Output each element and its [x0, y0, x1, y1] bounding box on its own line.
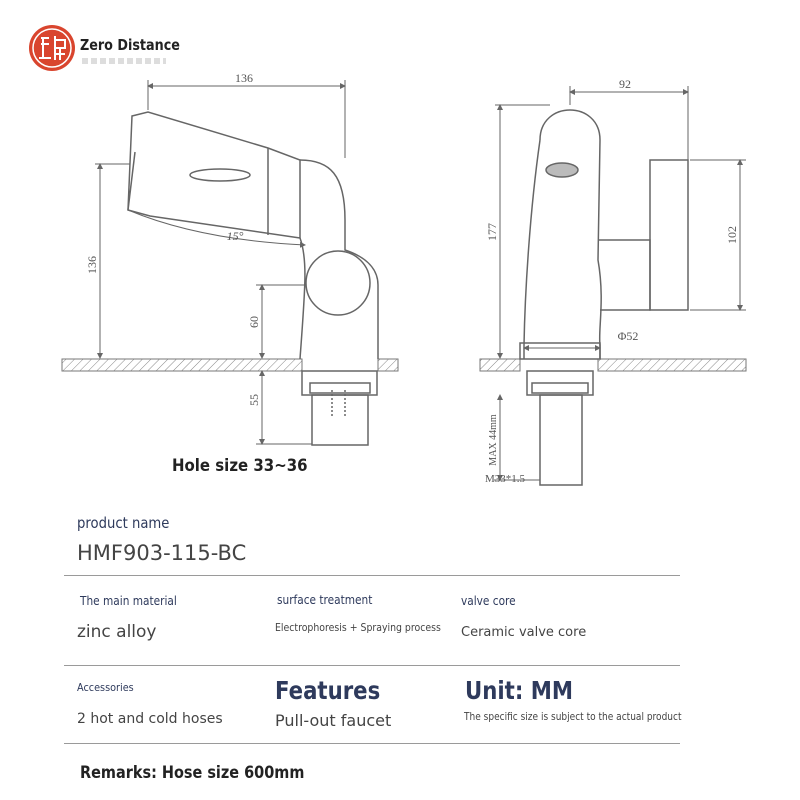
dim-handle-height: 102 [725, 226, 739, 244]
divider-3 [64, 743, 680, 744]
counter-deck-left [62, 359, 302, 371]
material-value: zinc alloy [77, 622, 157, 642]
dim-base-height: 60 [247, 316, 261, 328]
product-name-label: product name [77, 514, 170, 532]
dim-height-left: 136 [85, 256, 99, 274]
dim-thread: M33*1.5 [484, 473, 526, 485]
dim-under-height: 55 [247, 394, 261, 406]
unit-label: Unit: MM [465, 676, 574, 705]
material-label: The main material [80, 594, 177, 608]
front-view [520, 110, 688, 485]
dim-max-length: MAX 44mm [488, 414, 499, 466]
dim-diameter: Φ52 [617, 329, 639, 343]
dim-angle: 15° [226, 229, 244, 243]
unit-note: The specific size is subject to the actual product [464, 710, 682, 723]
counter-deck-left-2 [378, 359, 398, 371]
valve-value: Ceramic valve core [461, 625, 587, 640]
surface-label: surface treatment [277, 593, 373, 607]
surface-value: Electrophoresis + Spraying process [275, 621, 441, 634]
brand-name: Zero Distance [80, 36, 180, 54]
accessories-label: Accessories [77, 681, 134, 694]
product-name-value: HMF903-115-BC [77, 541, 247, 565]
dim-width-right: 92 [619, 77, 631, 91]
counter-deck-right [480, 359, 520, 371]
counter-deck-right-2 [598, 359, 746, 371]
valve-label: valve core [461, 594, 516, 608]
features-value: Pull-out faucet [275, 711, 392, 730]
dim-height-right: 177 [485, 223, 499, 241]
remarks-note: Remarks: Hose size 600mm [80, 763, 305, 783]
features-label: Features [275, 676, 381, 705]
dim-width-left: 136 [235, 71, 253, 85]
divider-2 [64, 665, 680, 666]
faucet-technical-drawing [0, 60, 800, 500]
hole-size-note: Hole size 33~36 [172, 456, 308, 476]
accessories-value: 2 hot and cold hoses [77, 711, 223, 727]
divider-1 [64, 575, 680, 576]
dimension-lines [95, 80, 746, 480]
